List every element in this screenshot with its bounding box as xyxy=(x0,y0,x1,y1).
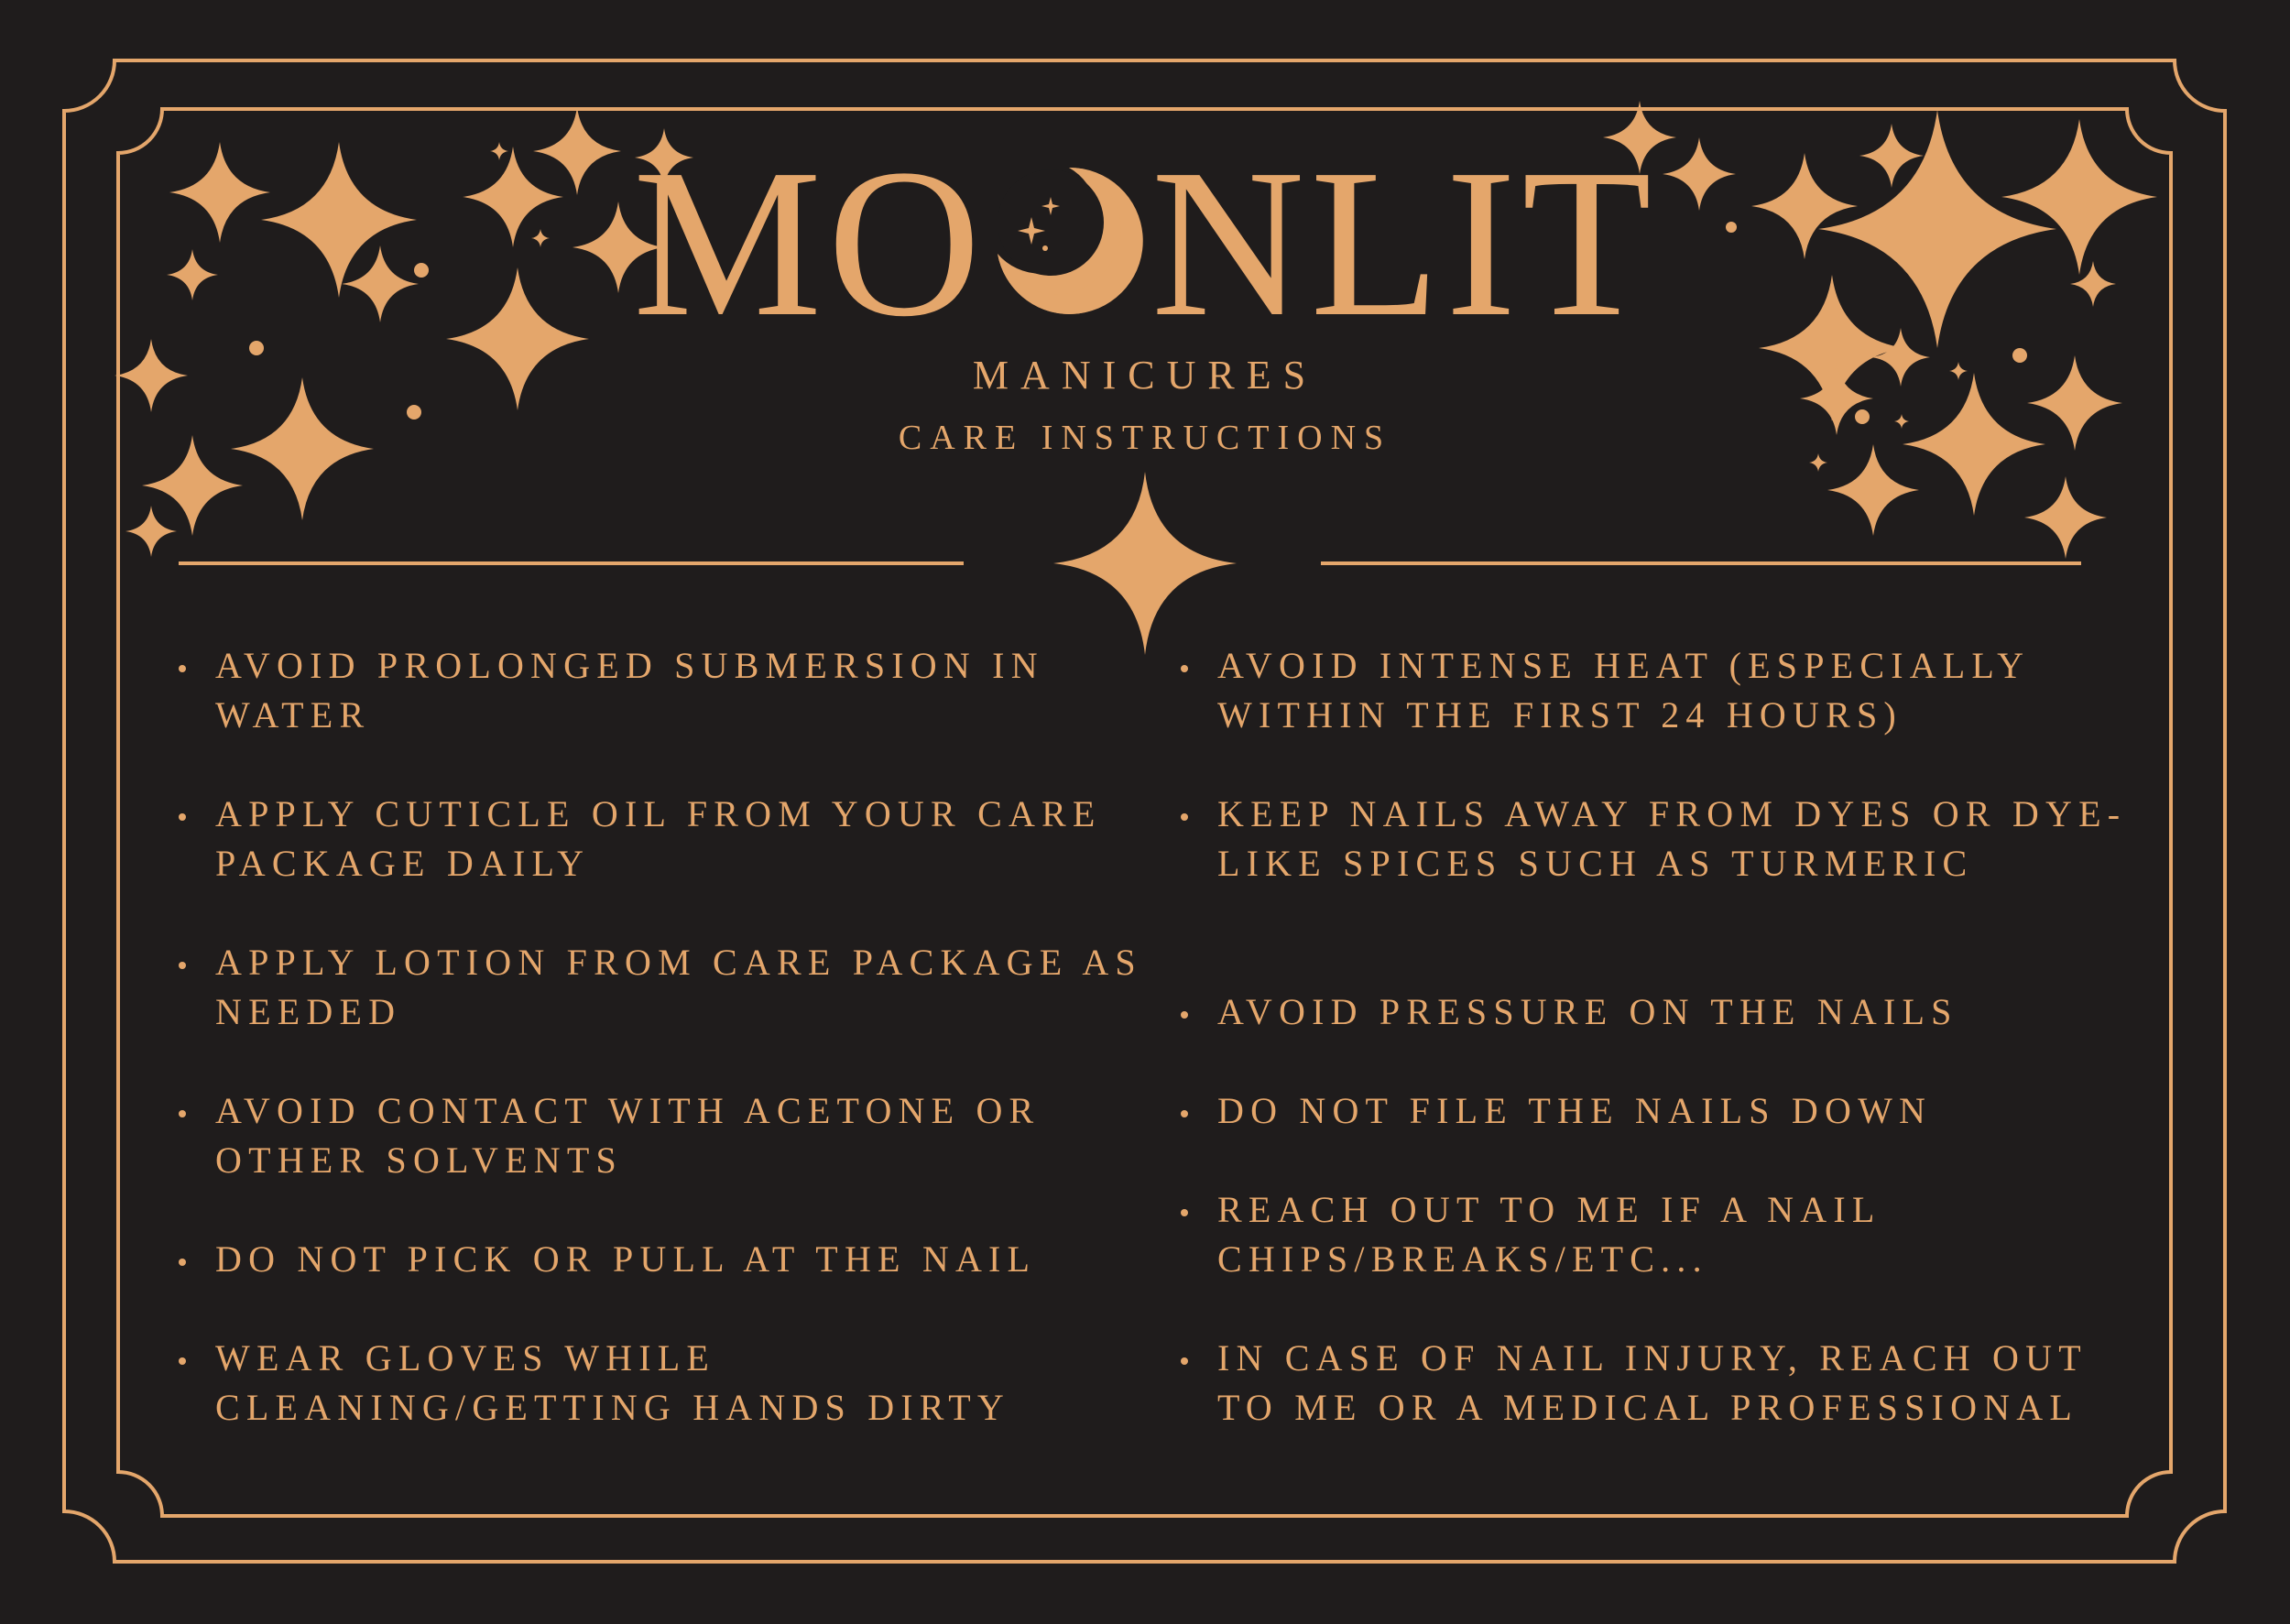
list-item: AVOID PROLONGED SUBMERSION IN WATER xyxy=(177,641,1148,740)
list-item: DO NOT PICK OR PULL AT THE NAIL xyxy=(177,1235,1036,1284)
brand-name-suffix: NLIT xyxy=(1150,125,1658,361)
list-item: AVOID PRESSURE ON THE NAILS xyxy=(1179,987,1958,1037)
list-item: APPLY CUTICLE OIL FROM YOUR CARE PACKAGE DAILY xyxy=(177,790,1148,888)
brand-name-prefix: MO xyxy=(632,125,987,361)
list-item: WEAR GLOVES WHILE CLEANING/GETTING HANDS DIRTY xyxy=(177,1334,1148,1433)
list-item: DO NOT FILE THE NAILS DOWN xyxy=(1179,1086,1932,1136)
list-item: IN CASE OF NAIL INJURY, REACH OUT TO ME OR A MEDICAL PROFESSIONAL xyxy=(1179,1334,2150,1433)
list-item: APPLY LOTION FROM CARE PACKAGE AS NEEDED xyxy=(177,938,1148,1037)
crescent-moon-icon xyxy=(992,141,1146,295)
list-item: AVOID CONTACT WITH ACETONE OR OTHER SOLVENTS xyxy=(177,1086,1148,1185)
divider-left xyxy=(179,561,964,565)
list-item: AVOID INTENSE HEAT (ESPECIALLY WITHIN THE FIRST 24 HOURS) xyxy=(1179,641,2150,740)
four-point-star-icon xyxy=(1053,472,1237,655)
brand-subtitle: MANICURES xyxy=(972,353,1318,398)
list-item: KEEP NAILS AWAY FROM DYES OR DYE-LIKE SPICES SUCH AS TURMERIC xyxy=(1179,790,2150,888)
list-item: REACH OUT TO ME IF A NAIL CHIPS/BREAKS/ETC... xyxy=(1179,1185,2150,1284)
divider-right xyxy=(1321,561,2081,565)
page-title: CARE INSTRUCTIONS xyxy=(898,419,1392,457)
brand-logo xyxy=(0,125,2290,361)
